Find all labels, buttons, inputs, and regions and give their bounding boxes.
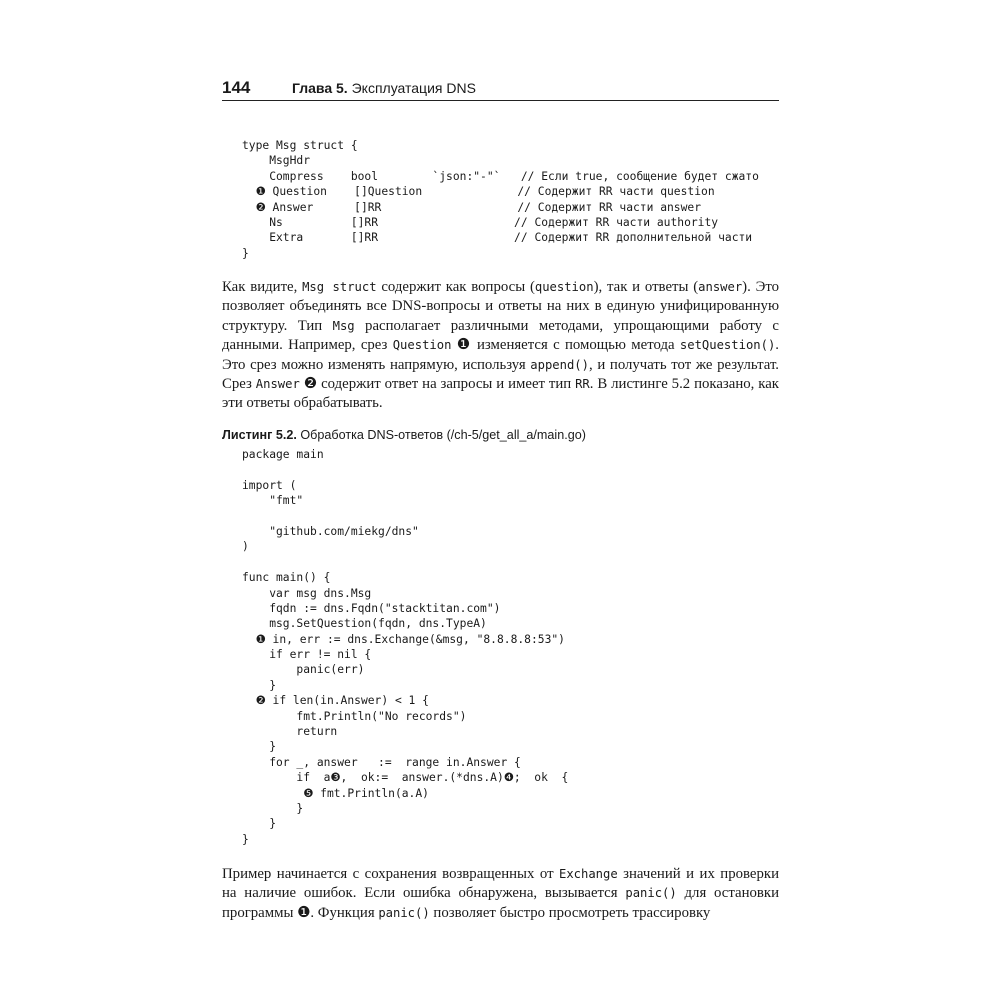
code-line: panic(err) (242, 663, 365, 677)
code-block-listing (242, 447, 568, 847)
code-line: func main() { (242, 571, 331, 585)
inline-code: Msg struct (302, 280, 377, 294)
code-line: fmt.Println("No records") (242, 709, 467, 723)
page-number: 144 (222, 78, 251, 97)
text-run: Пример начинается с сохранения возвращенных от (222, 866, 559, 882)
code-line: package main (242, 448, 324, 461)
body-paragraph-1 (222, 278, 779, 414)
code-line: } (242, 801, 304, 815)
code-line: Compress bool `json:"-"` // Если true, сообщение будет сжато (242, 169, 759, 183)
text-run: ), так и ответы ( (593, 279, 699, 295)
code-line: if a❸, ok:= answer.(*dns.A)❹; ok { (242, 771, 569, 785)
inline-code: Question (392, 338, 452, 353)
text-run: ). Это позволяет объединять все DNS-вопросы и ответы на них в единую унифицированную структуру. Тип (222, 279, 780, 334)
body-paragraph-2 (222, 865, 779, 923)
code-line: if err != nil { (242, 648, 372, 662)
code-line: "fmt" (242, 494, 304, 508)
code-line: return (242, 725, 338, 739)
code-line: type Msg struct { (242, 139, 358, 152)
inline-code: append() (530, 357, 589, 372)
text-run: ❷ содержит ответ на запросы и имеет тип (299, 376, 576, 393)
inline-code: Exchange (559, 867, 618, 881)
code-line: ) (242, 540, 249, 554)
chapter-heading (292, 80, 476, 96)
code-line: } (242, 246, 249, 260)
text-run: . В листинге 5.2 показано, как эти ответы обрабатывать. (222, 376, 779, 412)
code-line: ❷ Answer []RR // Содержит RR части answer (242, 200, 702, 214)
text-run: позволяет быстро просмотреть трассировку (429, 904, 711, 921)
text-run: Как видите, (222, 279, 303, 295)
code-line: ❷ if len(in.Answer) < 1 { (242, 694, 429, 708)
code-line: fqdn := dns.Fqdn("stacktitan.com") (242, 601, 501, 615)
text-run: значений и их проверки на наличие ошибок. Если ошибка обнаружена, вызывается (222, 866, 779, 902)
inline-code: Msg (332, 318, 355, 333)
chapter-title: Эксплуатация DNS (351, 80, 476, 96)
text-run: для остановки программы ❶. Функция (222, 885, 779, 921)
text-run: располагает различными методами, упрощающими работу с данными. Например, срез (222, 317, 779, 354)
inline-code: panic() (625, 886, 677, 901)
code-line: Ns []RR // Содержит RR части authority (242, 215, 719, 229)
code-line: MsgHdr (242, 154, 311, 168)
text-run: . Это срез можно изменять напрямую, используя (222, 337, 779, 373)
code-line: } (242, 832, 249, 846)
listing-caption (222, 428, 586, 442)
listing-label: Листинг 5.2. (222, 428, 297, 442)
code-line: for _, answer := range in.Answer { (242, 755, 521, 769)
inline-code: RR (575, 377, 590, 392)
code-line: ❺ fmt.Println(a.A) (242, 786, 429, 800)
code-block-msg-struct (242, 138, 759, 261)
code-line (242, 555, 568, 570)
text-run: содержит как вопросы ( (376, 279, 535, 295)
text-run: ❶ изменяется с помощью метода (451, 337, 680, 354)
code-line: var msg dns.Msg (242, 586, 372, 600)
inline-code: panic() (378, 905, 430, 920)
inline-code: Answer (255, 377, 300, 392)
code-line (242, 462, 568, 477)
code-line: Extra []RR // Содержит RR дополнительной части (242, 231, 753, 245)
code-line: ❶ in, err := dns.Exchange(&msg, "8.8.8.8:53") (242, 632, 565, 646)
code-line: } (242, 817, 277, 831)
code-line (242, 509, 568, 524)
code-line: import ( (242, 478, 297, 492)
listing-caption-text: Обработка DNS-ответов (/ch-5/get_all_a/main.go) (300, 428, 586, 442)
code-line: } (242, 740, 277, 754)
code-line: msg.SetQuestion(fqdn, dns.TypeA) (242, 617, 487, 631)
running-header (222, 78, 779, 101)
code-line: "github.com/miekg/dns" (242, 524, 419, 538)
chapter-label: Глава 5. (292, 80, 348, 96)
inline-code: setQuestion() (679, 338, 776, 353)
text-run: , и получать тот же результат. Срез (222, 356, 779, 393)
inline-code: answer (698, 280, 743, 294)
code-line: ❶ Question []Question // Содержит RR части question (242, 185, 715, 199)
code-line: } (242, 678, 277, 692)
inline-code: question (534, 280, 594, 294)
